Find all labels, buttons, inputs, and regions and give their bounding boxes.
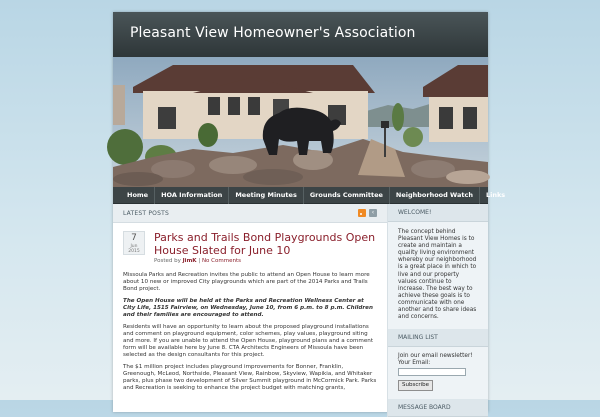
main-content (113, 204, 387, 417)
post-comments-link[interactable]: No Comments (201, 258, 241, 264)
nav-meeting-minutes[interactable]: Meeting Minutes (229, 187, 304, 204)
rss-icon[interactable] (358, 209, 366, 217)
header-banner-image (113, 57, 488, 187)
post-body (123, 272, 377, 392)
nav-links[interactable]: Links (485, 190, 506, 199)
banner-photo (113, 57, 488, 187)
mailing-list-heading: MAILING LIST (388, 329, 488, 347)
latest-posts-label: LATEST POSTS (123, 209, 169, 217)
back-arrow-icon[interactable]: ‹ (369, 209, 377, 217)
post-author[interactable]: JimK (182, 258, 197, 264)
posted-by-label: Posted by (154, 258, 181, 264)
post-title-block (154, 231, 377, 264)
nav-hoa-information[interactable]: HOA Information (155, 187, 229, 204)
page-wrapper (113, 12, 506, 412)
post-date-box (123, 231, 145, 255)
welcome-text: The concept behind Pleasant View Homes is to create and maintain a quality living environment whereby our neighborhood is a great place in which to live and our property values continue to increase. The best way to achieve these goals is to communicate with one another and to share ideas and concerns. (398, 229, 477, 321)
post-paragraph: The $1 million project includes playground improvements for Bonner, Franklin, Greenough, McLeod, Northside, Pleasant View, Rainbow, Skyview, Wapikia, and Whitaker parks, plus phase two development of Silver Summit playground in McCormick Park. Parks and Recreation is seeking to enhance the project budget with matching grants, (123, 364, 377, 391)
post (113, 223, 387, 392)
sidebar (387, 204, 488, 417)
nav-home[interactable]: Home (121, 187, 155, 204)
post-header (123, 231, 377, 264)
site-header (113, 12, 488, 57)
site-title[interactable]: Pleasant View Homeowner's Association (130, 25, 416, 41)
post-date-month: Jun (130, 244, 138, 249)
latest-posts-bar (113, 204, 387, 223)
mailing-list-form (388, 347, 488, 399)
subscribe-button[interactable]: Subscribe (398, 380, 433, 391)
main-nav (113, 187, 506, 204)
email-field[interactable] (398, 368, 466, 376)
post-date-year: 2015 (128, 249, 140, 254)
content-columns (113, 204, 488, 417)
email-label: Your Email: (398, 360, 431, 367)
post-date-day: 7 (131, 233, 137, 243)
post-paragraph: Missoula Parks and Recreation invites the public to attend an Open House to learn more about 10 new or improved City playgrounds which are part of the 2014 Parks and Trails Bond project. (123, 272, 370, 292)
post-title[interactable]: Parks and Trails Bond Playgrounds Open House Slated for June 10 (154, 231, 376, 257)
message-board-heading: MESSAGE BOARD (388, 399, 488, 417)
nav-neighborhood-watch[interactable]: Neighborhood Watch (390, 187, 480, 204)
post-meta: Posted by JimK | No Comments (154, 258, 241, 264)
post-paragraph: The Open House will be held at the Parks and Recreation Wellness Center at City Life, 1515 Fairview, on Wednesday, June 10, from 6 p.m. to 8 p.m. Children and their families are encouraged to attend. (123, 298, 373, 318)
nav-grounds-committee[interactable]: Grounds Committee (304, 187, 390, 204)
mailing-join-text: Join our email newsletter! (398, 353, 473, 360)
feed-icons (358, 209, 377, 217)
post-paragraph: Residents will have an opportunity to learn about the proposed playground installations and comment on playground equipment, color schemes, play values, playground siting and more. If you are unable to attend the Open House, playground plans and a comment form will be available here by June 8. CTA Architects Engineers of Missoula have been selected as the design consultants for this project. (123, 324, 374, 358)
welcome-heading: WELCOME! (388, 204, 488, 222)
